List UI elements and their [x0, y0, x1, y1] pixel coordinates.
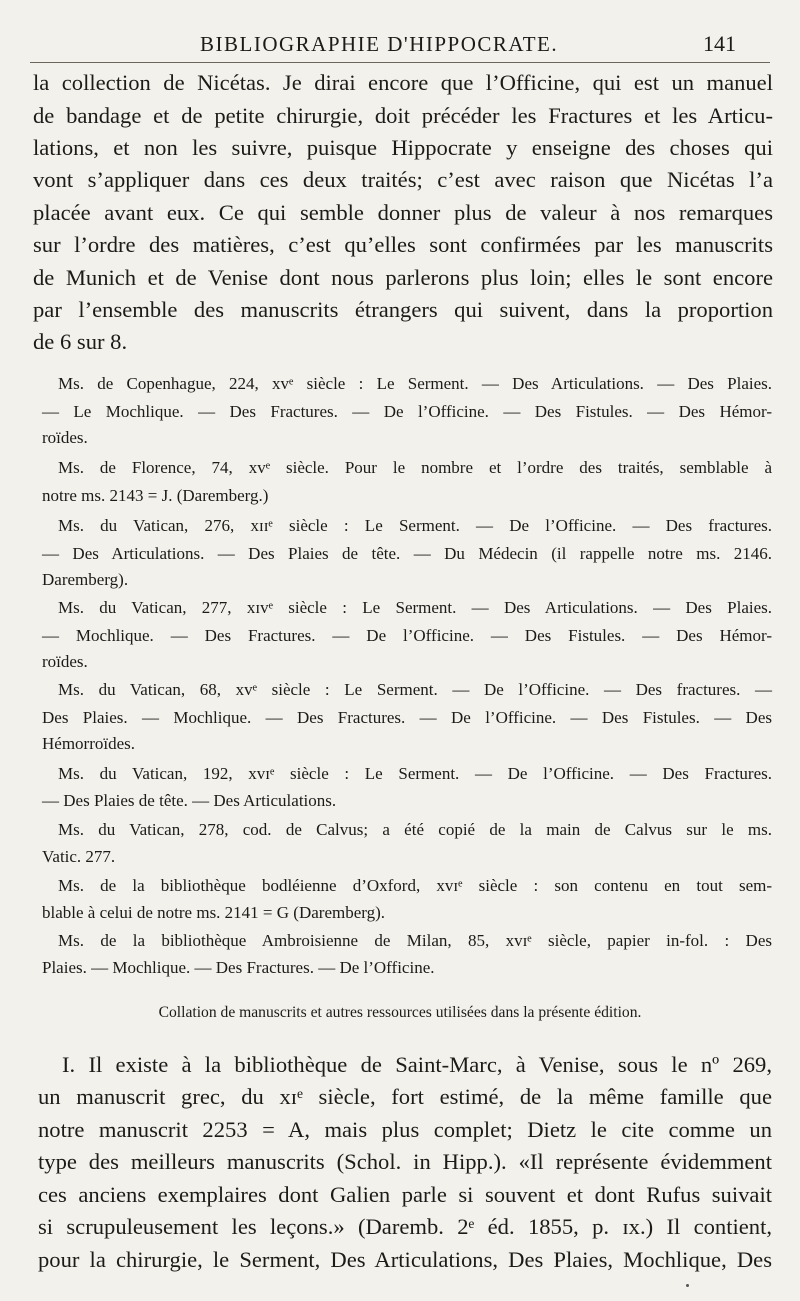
intro-line: lations, et non les suivre, puisque Hippocrate y enseigne des choses qui — [33, 135, 773, 160]
intro-line: de 6 sur 8. — [33, 329, 128, 354]
print-speck — [686, 1284, 689, 1287]
section-line: pour la chirurgie, le Serment, Des Articulations, Des Plaies, Mochlique, Des — [38, 1247, 772, 1272]
intro-line: vont s’appliquer dans ces deux traités; c’est avec raison que Nicétas l’a — [33, 167, 773, 192]
manuscript-entry-line: Ms. du Vatican, 276, xɪɪᵉ siècle : Le Serment. — De l’Officine. — Des fractures. — [58, 516, 772, 535]
manuscript-entry-line: blable à celui de notre ms. 2141 = G (Daremberg). — [42, 903, 386, 922]
section-line: I. Il existe à la bibliothèque de Saint-Marc, à Venise, sous le nº 269, — [62, 1052, 772, 1077]
manuscript-entry-line: Ms. du Vatican, 278, cod. de Calvus; a été copié de la main de Calvus sur le ms. — [58, 820, 772, 839]
running-title: BIBLIOGRAPHIE D'HIPPOCRATE. — [200, 32, 559, 56]
intro-line: par l’ensemble des manuscrits étrangers qui suivent, dans la proportion — [33, 297, 773, 322]
manuscript-entry-line: Ms. du Vatican, 192, xvɪᵉ siècle : Le Serment. — De l’Officine. — Des Fractures. — [58, 764, 772, 783]
manuscript-entry-line: Des Plaies. — Mochlique. — Des Fractures. — De l’Officine. — Des Fistules. — Des — [42, 708, 772, 727]
manuscript-entry-line: Ms. du Vatican, 277, xɪᴠᵉ siècle : Le Serment. — Des Articulations. — Des Plaies. — [58, 598, 772, 617]
manuscript-entry-line: — Mochlique. — Des Fractures. — De l’Officine. — Des Fistules. — Des Hémor- — [42, 626, 772, 645]
manuscript-entry-line: Hémorroïdes. — [42, 734, 136, 753]
manuscript-entry-line: Ms. du Vatican, 68, xvᵉ siècle : Le Serment. — De l’Officine. — Des fractures. — — [58, 680, 772, 699]
manuscript-entry-line: notre ms. 2143 = J. (Daremberg.) — [42, 486, 269, 505]
manuscript-entry-line: Daremberg). — [42, 570, 129, 589]
manuscript-entry-line: Ms. de la bibliothèque Ambroisienne de Milan, 85, xvɪᵉ siècle, papier in-fol. : Des — [58, 931, 772, 950]
section-line: si scrupuleusement les leçons.» (Daremb. 2ᵉ éd. 1855, p. ɪx.) Il contient, — [38, 1214, 772, 1239]
intro-line: de bandage et de petite chirurgie, doit précéder les Fractures et les Articu- — [33, 103, 773, 128]
page-number: 141 — [703, 31, 736, 56]
intro-line: de Munich et de Venise dont nous parlerons plus loin; elles le sont encore — [33, 265, 773, 290]
header-rule — [30, 62, 770, 63]
section-line: un manuscrit grec, du xɪᵉ siècle, fort estimé, de la même famille que — [38, 1084, 772, 1109]
section-line: notre manuscrit 2253 = A, mais plus complet; Dietz le cite comme un — [38, 1117, 772, 1142]
manuscript-entry-line: — Des Plaies de tête. — Des Articulations. — [42, 791, 337, 810]
section-caption: Collation de manuscrits et autres ressources utilisées dans la présente édition. — [158, 1004, 642, 1021]
manuscript-entry-line: — Le Mochlique. — Des Fractures. — De l’Officine. — Des Fistules. — Des Hémor- — [42, 402, 772, 421]
section-line: type des meilleurs manuscrits (Schol. in Hipp.). «Il représente évidemment — [38, 1149, 772, 1174]
manuscript-entry-line: Ms. de Copenhague, 224, xvᵉ siècle : Le Serment. — Des Articulations. — Des Plaies. — [58, 374, 772, 393]
intro-line: la collection de Nicétas. Je dirai encore que l’Officine, qui est un manuel — [33, 70, 773, 95]
intro-line: placée avant eux. Ce qui semble donner plus de valeur à nos remarques — [33, 200, 773, 225]
intro-line: sur l’ordre des matières, c’est qu’elles sont confirmées par les manuscrits — [33, 232, 773, 257]
manuscript-entry-line: roïdes. — [42, 652, 88, 671]
manuscript-entry-line: Plaies. — Mochlique. — Des Fractures. — De l’Officine. — [42, 958, 435, 977]
manuscript-entry-line: Ms. de la bibliothèque bodléienne d’Oxford, xvɪᵉ siècle : son contenu en tout sem- — [58, 876, 772, 895]
section-line: ces anciens exemplaires dont Galien parle si souvent et dont Rufus suivait — [38, 1182, 772, 1207]
manuscript-entry-line: Ms. de Florence, 74, xvᵉ siècle. Pour le nombre et l’ordre des traités, semblable à — [58, 458, 772, 477]
running-head — [0, 30, 800, 60]
manuscript-entry-line: roïdes. — [42, 428, 88, 447]
manuscript-entry-line: Vatic. 277. — [42, 847, 116, 866]
manuscript-entry-line: — Des Articulations. — Des Plaies de tête. — Du Médecin (il rappelle notre ms. 2146. — [42, 544, 772, 563]
